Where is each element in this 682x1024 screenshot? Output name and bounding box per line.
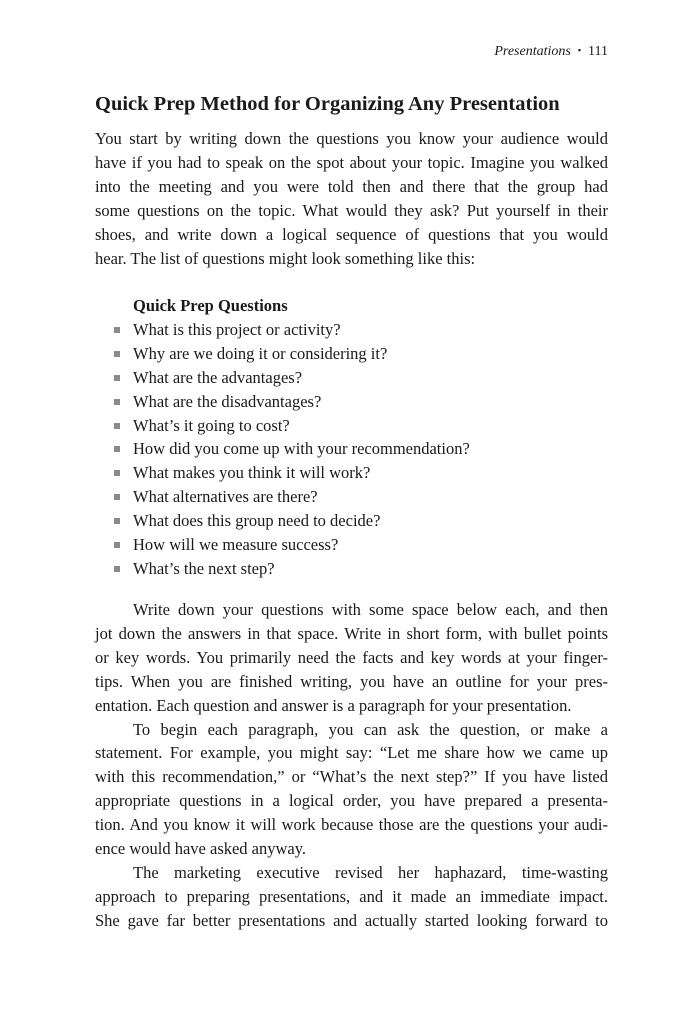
text-line: some questions on the topic. What would they ask? Put yourself in their	[95, 200, 608, 220]
text-line: The marketing executive revised her haphazard, time-wasting	[133, 862, 608, 882]
text-line: have if you had to speak on the spot about your topic. Imagine you walked	[95, 152, 608, 172]
list-item	[95, 437, 608, 461]
section-heading: Quick Prep Method for Organizing Any Presentation	[95, 93, 560, 115]
list-item	[95, 390, 608, 414]
square-bullet-icon	[114, 375, 120, 381]
text-line: with this recommendation,” or “What’s the next step?” If you have listed	[95, 767, 608, 787]
text-line: tips. When you are finished writing, you have an outline for your pres-	[95, 671, 608, 691]
text-line: approach to preparing presentations, and it made an immediate impact.	[95, 886, 608, 906]
running-head-title: Presentations	[494, 44, 571, 59]
intro-paragraph	[95, 127, 608, 270]
text-line: into the meeting and you were told then and there that the group had	[95, 176, 608, 196]
list-item	[95, 509, 608, 533]
text-line: ence would have asked anyway.	[95, 839, 307, 859]
list-item-text: What does this group need to decide?	[133, 511, 381, 531]
list-item-text: What are the advantages?	[133, 367, 303, 387]
list-item-text: What makes you think it will work?	[133, 463, 371, 483]
square-bullet-icon	[114, 399, 120, 405]
text-line: jot down the answers in that space. Write in short form, with bullet points	[95, 623, 608, 643]
list-item-text: What is this project or activity?	[133, 320, 341, 339]
question-list	[95, 318, 608, 581]
square-bullet-icon	[114, 566, 120, 572]
text-line: statement. For example, you might say: “Let me share how we came up	[95, 743, 608, 763]
list-item	[95, 414, 608, 438]
list-item	[95, 533, 608, 557]
text-line: hear. The list of questions might look something like this:	[95, 248, 476, 268]
body-paragraphs	[95, 598, 608, 933]
square-bullet-icon	[114, 494, 120, 500]
list-item-text: How did you come up with your recommendation?	[133, 439, 470, 459]
list-item	[95, 485, 608, 509]
square-bullet-icon	[114, 542, 120, 548]
list-item-text: How will we measure success?	[133, 535, 339, 555]
text-line: appropriate questions in a logical order, you have prepared a presenta-	[95, 791, 608, 811]
list-item-text: What’s the next step?	[133, 558, 275, 578]
text-line: You start by writing down the questions you know your audience would	[95, 129, 608, 148]
list-item	[95, 342, 608, 366]
list-item-text: What’s it going to cost?	[133, 415, 290, 435]
square-bullet-icon	[114, 351, 120, 357]
question-list-title: Quick Prep Questions	[133, 296, 288, 315]
list-item-text: What are the disadvantages?	[133, 391, 322, 411]
text-line: To begin each paragraph, you can ask the question, or make a	[133, 719, 608, 739]
text-line: tion. And you know it will work because those are the questions your audi-	[95, 815, 608, 835]
square-bullet-icon	[114, 423, 120, 429]
running-head	[494, 41, 608, 61]
square-bullet-icon	[114, 518, 120, 524]
list-item	[95, 557, 608, 581]
text-line: She gave far better presentations and actually started looking forward to	[95, 910, 608, 930]
text-line: or key words. You primarily need the facts and key words at your finger-	[95, 647, 608, 667]
text-line: shoes, and write down a logical sequence of questions that you would	[95, 224, 608, 244]
list-item	[95, 366, 608, 390]
running-head-separator: ▪	[577, 45, 582, 55]
text-line: entation. Each question and answer is a paragraph for your presentation.	[95, 695, 572, 715]
text-line: Write down your questions with some space below each, and then	[133, 600, 608, 619]
list-item-text: What alternatives are there?	[133, 487, 318, 507]
list-item	[95, 461, 608, 485]
list-item-text: Why are we doing it or considering it?	[133, 343, 388, 363]
list-item	[95, 318, 608, 342]
square-bullet-icon	[114, 327, 120, 333]
page-number: 111	[588, 44, 608, 59]
square-bullet-icon	[114, 446, 120, 452]
square-bullet-icon	[114, 470, 120, 476]
